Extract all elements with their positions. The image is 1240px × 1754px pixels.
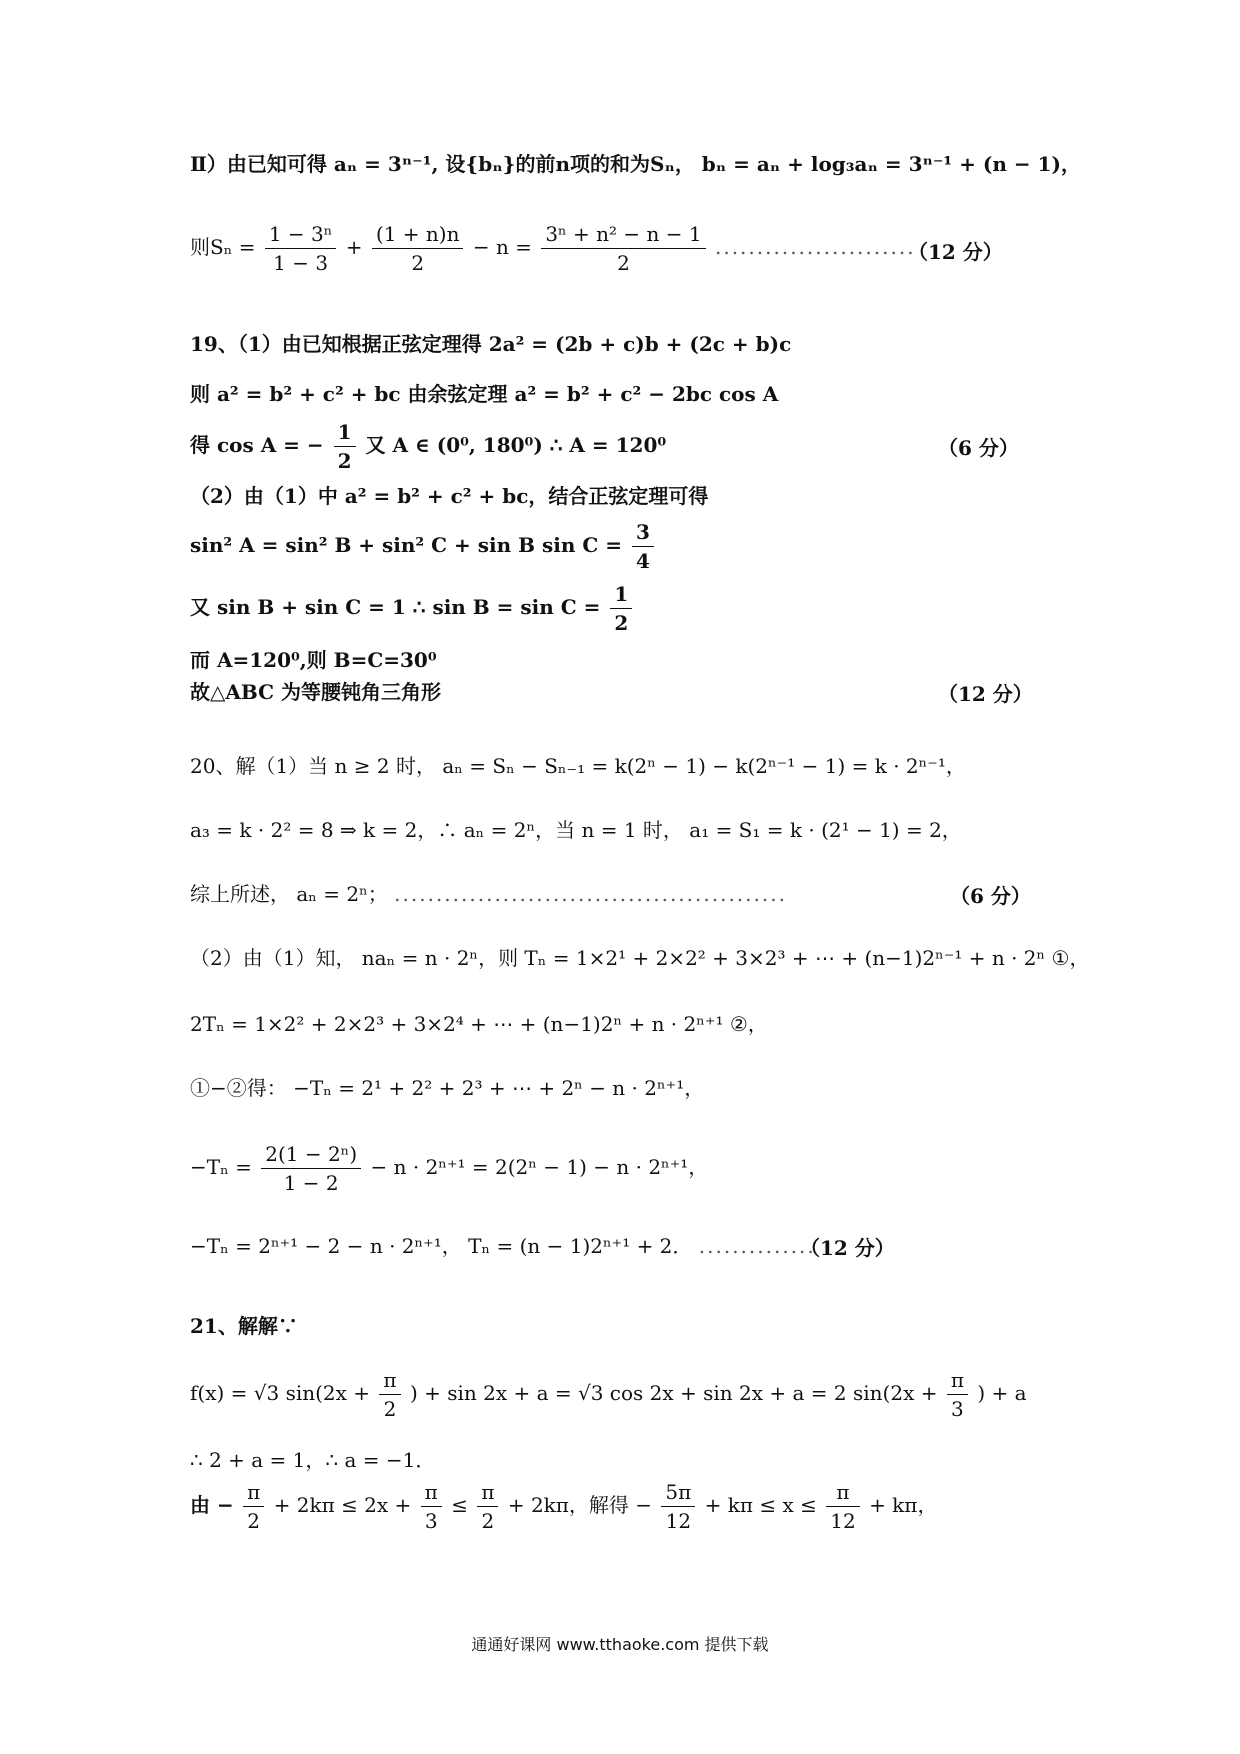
- p19-l5-pre: sin² A = sin² B + sin² C + sin B sin C =: [190, 533, 622, 557]
- p18-line1: Ⅱ）由已知可得 aₙ = 3ⁿ⁻¹, 设{bₙ}的前n项的和为Sₙ， bₙ = aₙ + log₃aₙ = 3ⁿ⁻¹ + (n − 1)，: [190, 152, 1081, 176]
- p18-mid: − n =: [472, 235, 532, 259]
- p20-score-6: （6 分）: [950, 884, 1031, 908]
- p21-l2-mid: ) + sin 2x + a = √3 cos 2x + sin 2x + a = 2 sin(2x +: [409, 1381, 938, 1405]
- p20-line5: 2Tₙ = 1×2² + 2×2³ + 3×2⁴ + ⋯ + (n−1)2ⁿ + n · 2ⁿ⁺¹ ②，: [190, 1012, 768, 1036]
- p19-line3: [190, 420, 666, 473]
- p21-line2: [190, 1368, 1027, 1421]
- p18-plus: +: [345, 235, 363, 259]
- p19-l6-pre: 又 sin B + sin C = 1 ∴ sin B = sin C =: [190, 595, 601, 619]
- p21-l4-e: + kπ ≤ x ≤: [704, 1493, 817, 1517]
- p19-l3-frac: $\frac{1}{2}$: [334, 420, 356, 473]
- p20-l3-dots: ...............................................: [394, 882, 787, 906]
- p21-l4-f: + kπ，: [869, 1493, 938, 1517]
- p19-line7: 而 A=120⁰,则 B=C=30⁰: [190, 648, 437, 672]
- p20-l3-text: 综上所述， aₙ = 2ⁿ；: [190, 882, 388, 906]
- p18-dots: ........................: [714, 235, 916, 259]
- p21-l4-frac1: $\frac{\pi}{2}$: [243, 1480, 264, 1533]
- p20-score-12: （12 分）: [800, 1236, 895, 1260]
- p20-line7: [190, 1142, 708, 1195]
- p21-l4-d: + 2kπ，解得 −: [507, 1493, 653, 1517]
- p21-l4-b: + 2kπ ≤ 2x +: [273, 1493, 412, 1517]
- p19-score-12: （12 分）: [938, 682, 1033, 706]
- p21-l4-frac2: $\frac{\pi}{3}$: [421, 1480, 442, 1533]
- p21-l2-pre: f(x) = √3 sin(2x +: [190, 1381, 371, 1405]
- p19-line5: [190, 520, 657, 573]
- p20-line6: ①−②得： −Tₙ = 2¹ + 2² + 2³ + ⋯ + 2ⁿ − n · 2ⁿ⁺¹，: [190, 1076, 705, 1100]
- p21-l2-frac1: $\frac{\pi}{2}$: [379, 1368, 400, 1421]
- p21-line4: [190, 1480, 937, 1533]
- p19-line6: [190, 582, 635, 635]
- p19-line1: 19、（1）由已知根据正弦定理得 2a² = (2b + c)b + (2c + b)c: [190, 332, 792, 356]
- p19-line4: （2）由（1）中 a² = b² + c² + bc，结合正弦定理可得: [190, 484, 709, 508]
- p18-frac3: $\frac{\text{3ⁿ + n² − n − 1}}{2}$: [541, 222, 705, 275]
- p21-l4-frac4: $\frac{5\pi}{12}$: [661, 1480, 695, 1533]
- p20-l7-frac: $\frac{\text{2(1 − 2ⁿ)}}{1 - 2}$: [261, 1142, 361, 1195]
- p21-l2-post: ) + a: [977, 1381, 1027, 1405]
- p20-l7-post: − n · 2ⁿ⁺¹ = 2(2ⁿ − 1) − n · 2ⁿ⁺¹，: [370, 1155, 709, 1179]
- footer-credit: 通通好课网 www.tthaoke.com 提供下载: [471, 1635, 769, 1654]
- p19-l5-frac: $\frac{3}{4}$: [632, 520, 654, 573]
- p18-score: （12 分）: [908, 240, 1003, 264]
- p20-line2: a₃ = k · 2² = 8 ⇒ k = 2，∴ aₙ = 2ⁿ，当 n = 1 时， a₁ = S₁ = k · (2¹ − 1) = 2，: [190, 818, 962, 842]
- p20-line3: [190, 880, 787, 908]
- p19-line8: 故△ABC 为等腰钝角三角形: [190, 680, 442, 704]
- p21-line3: ∴ 2 + a = 1，∴ a = −1．: [190, 1448, 436, 1472]
- p19-l3-post: 又 A ∈ (0⁰, 180⁰) ∴ A = 120⁰: [365, 433, 667, 457]
- p20-line8: [190, 1232, 816, 1260]
- p18-prefix: 则Sₙ =: [190, 235, 256, 259]
- p21-l4-frac5: $\frac{\pi}{12}$: [826, 1480, 859, 1533]
- p19-score-6: （6 分）: [938, 436, 1019, 460]
- p19-l3-pre: 得 cos A = −: [190, 433, 324, 457]
- p20-line4: （2）由（1）知， naₙ = n · 2ⁿ，则 Tₙ = 1×2¹ + 2×2² + 3×2³ + ⋯ + (n−1)2ⁿ⁻¹ + n · 2ⁿ ①，: [190, 946, 1090, 970]
- p20-line1: 20、解（1）当 n ≥ 2 时， aₙ = Sₙ − Sₙ₋₁ = k(2ⁿ − 1) − k(2ⁿ⁻¹ − 1) = k · 2ⁿ⁻¹，: [190, 754, 966, 778]
- p18-frac1: $\frac{\text{1 − 3ⁿ}}{1 - 3}$: [265, 222, 337, 275]
- p21-l4-a: 由 −: [190, 1493, 234, 1517]
- p21-l4-c: ≤: [451, 1493, 468, 1517]
- p18-line2: [190, 222, 916, 275]
- p19-line2: 则 a² = b² + c² + bc 由余弦定理 a² = b² + c² − 2bc cos A: [190, 382, 779, 406]
- p21-l4-frac3: $\frac{\pi}{2}$: [477, 1480, 498, 1533]
- p20-l8-text: −Tₙ = 2ⁿ⁺¹ − 2 − n · 2ⁿ⁺¹， Tₙ = (n − 1)2ⁿ⁺¹ + 2．: [190, 1234, 693, 1258]
- p20-l8-dots: ..............: [698, 1234, 816, 1258]
- p19-l6-frac: $\frac{1}{2}$: [610, 582, 632, 635]
- p21-l2-frac2: $\frac{\pi}{3}$: [947, 1368, 968, 1421]
- p18-frac2: $\frac{(1 + n)n}{2}$: [372, 222, 464, 275]
- p20-l7-pre: −Tₙ =: [190, 1155, 252, 1179]
- p21-line1: 21、解解∵: [190, 1314, 298, 1338]
